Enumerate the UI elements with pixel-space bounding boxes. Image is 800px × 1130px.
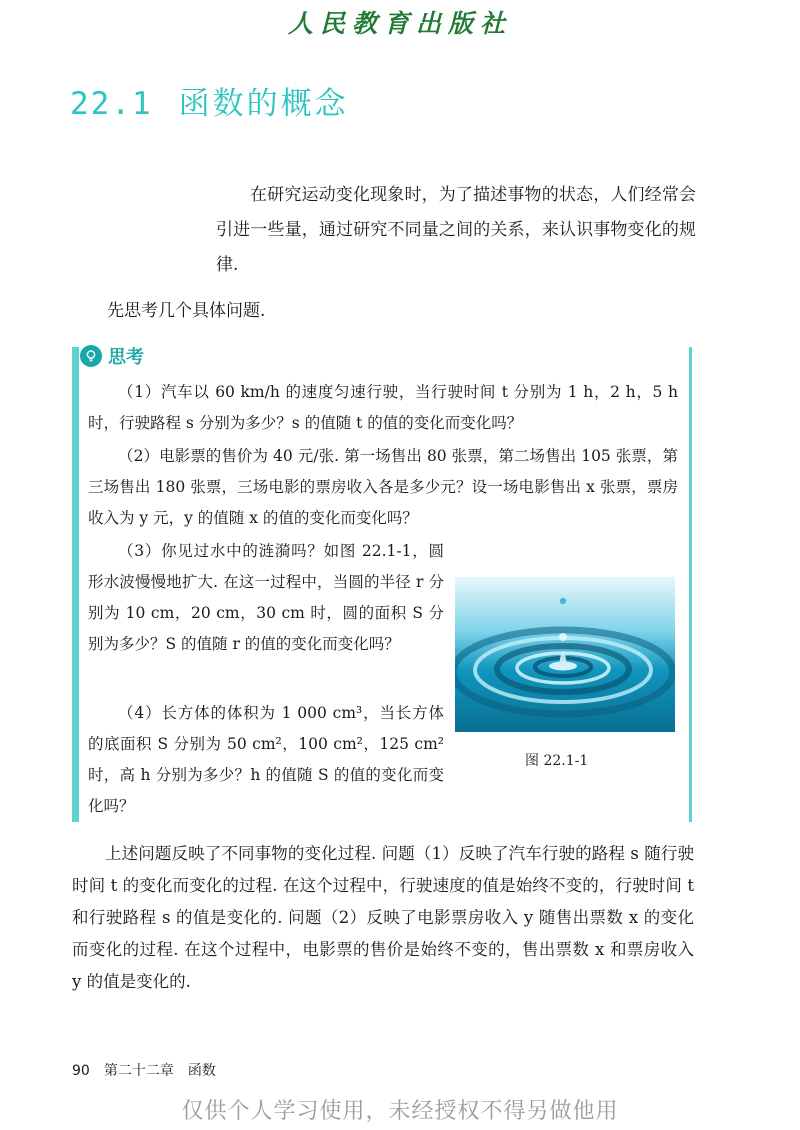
think-heading-label: 思考 <box>108 347 144 368</box>
chapter-label: 第二十二章 <box>103 1063 174 1079</box>
body-paragraph: 上述问题反映了不同事物的变化过程. 问题（1）反映了汽车行驶的路程 s 随行驶时间 t 的变化而变化的过程. 在这个过程中，行驶速度的值是始终不变的，行驶时间 t 和行驶路程 s 的值是变化的. 问题（2）反映了电影票房收入 y 随售出票数 x 的变化而变化的过程. 在这个过程中，电影票的售价是始终不变的，售出票数 x 和票房收入 y 的值是变化的. <box>72 844 694 991</box>
think-heading <box>80 343 144 369</box>
watermark: 仅供个人学习使用，未经授权不得另做他用 <box>181 1099 619 1124</box>
publisher-logo: 人民教育出版社 <box>287 9 512 38</box>
question-1: （1）汽车以 60 km/h 的速度匀速行驶，当行驶时间 t 分别为 1 h，2 h，5 h 时，行驶路程 s 分别为多少？s 的值随 t 的值的变化而变化吗？ <box>88 383 678 432</box>
page-footer <box>72 1060 216 1080</box>
page-number: 90 <box>72 1063 90 1079</box>
question-4: （4）长方体的体积为 1 000 cm³，当长方体的底面积 S 分别为 50 cm²，100 cm²，125 cm² 时，高 h 分别为多少？h 的值随 S 的值的变化而变化吗？ <box>88 704 444 815</box>
lightbulb-icon <box>80 345 102 367</box>
section-number: 22.1 <box>70 86 153 122</box>
chapter-title: 函数 <box>187 1063 216 1079</box>
section-title: 函数的概念 <box>178 86 349 122</box>
figure-caption: 图 22.1-1 <box>525 753 589 769</box>
section-heading <box>70 78 349 123</box>
intro-paragraph: 在研究运动变化现象时，为了描述事物的状态，人们经常会引进一些量，通过研究不同量之间的关系，来认识事物变化的规律. <box>216 185 696 275</box>
lead-sentence: 先思考几个具体问题. <box>107 301 266 321</box>
question-2: （2）电影票的售价为 40 元/张. 第一场售出 80 张票，第二场售出 105 张票，第三场售出 180 张票，三场电影的票房收入各是多少元？设一场电影售出 x 张票，票房收入为 y 元，y 的值随 x 的值的变化而变化吗？ <box>88 447 678 527</box>
water-ripple-image <box>455 577 675 732</box>
question-3: （3）你见过水中的涟漪吗？如图 22.1-1，圆形水波慢慢地扩大. 在这一过程中，当圆的半径 r 分别为 10 cm，20 cm，30 cm 时，圆的面积 S 分别为多少？S 的值随 r 的值的变化而变化吗？ <box>88 542 444 653</box>
